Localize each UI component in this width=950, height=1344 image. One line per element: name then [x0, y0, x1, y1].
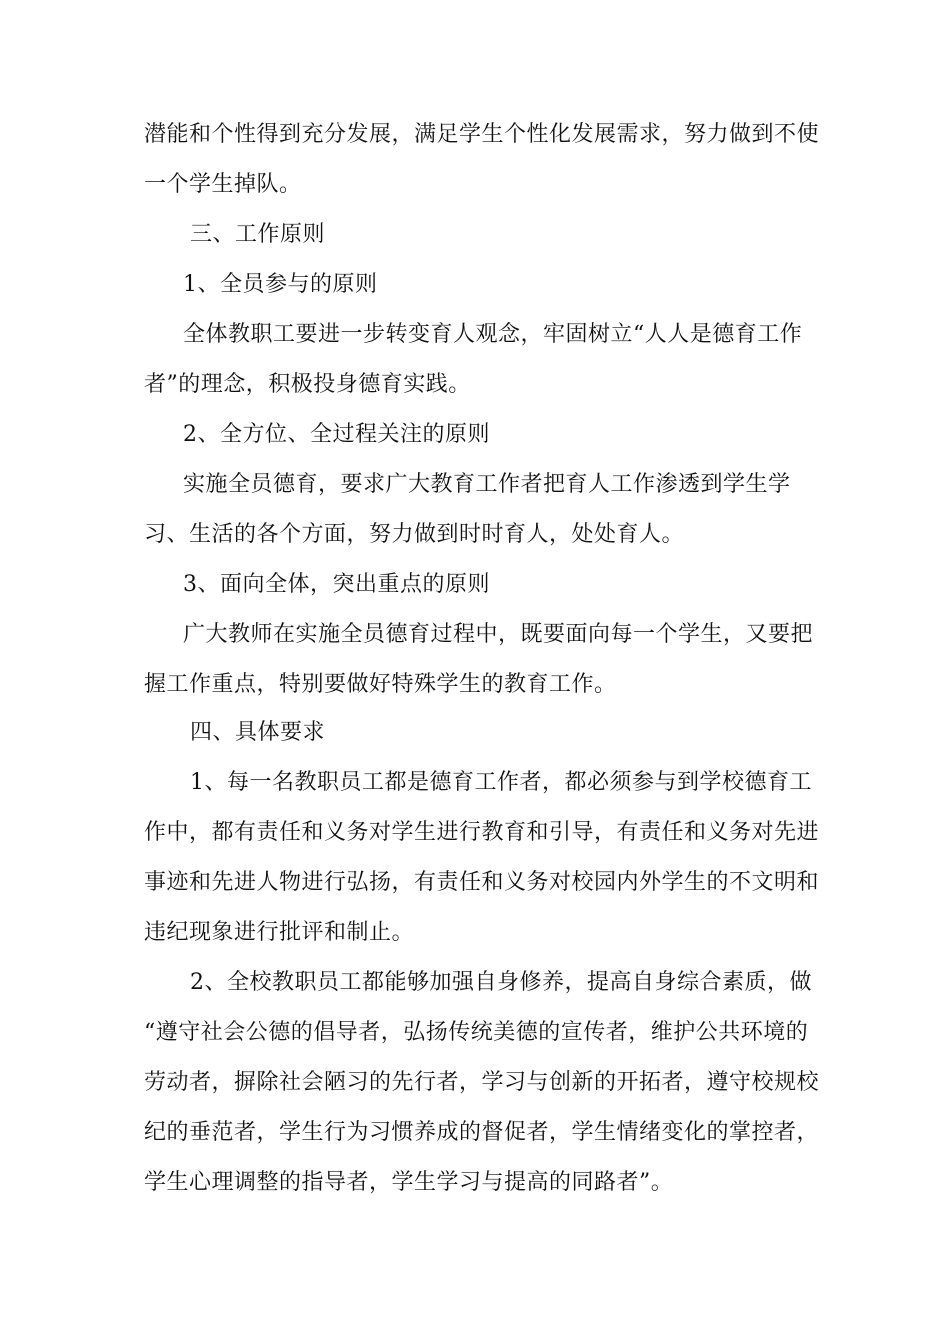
text-line: 作中，都有责任和义务对学生进行教育和引导，有责任和义务对先进	[144, 820, 820, 845]
text-line: 者”的理念，积极投身德育实践。	[144, 372, 471, 397]
subsection-heading: 2、全方位、全过程关注的原则	[183, 422, 490, 447]
text-line: 全体教职工要进一步转变育人观念，牢固树立“人人是德育工作	[183, 322, 803, 347]
text-line: “遵守社会公德的倡导者，弘扬传统美德的宣传者，维护公共环境的	[144, 1020, 809, 1045]
text-line: 学生心理调整的指导者，学生学习与提高的同路者”。	[144, 1170, 674, 1195]
text-line: 广大教师在实施全员德育过程中，既要面向每一个学生，又要把	[183, 622, 814, 647]
text-line: 2、全校教职员工都能够加强自身修养，提高自身综合素质，做	[190, 970, 812, 995]
text-line: 习、生活的各个方面，努力做到时时育人，处处育人。	[144, 522, 685, 547]
text-line: 劳动者，摒除社会陋习的先行者，学习与创新的开拓者，遵守校规校	[144, 1070, 820, 1095]
subsection-heading: 3、面向全体，突出重点的原则	[183, 572, 490, 597]
subsection-heading: 1、全员参与的原则	[183, 272, 378, 297]
text-line: 纪的垂范者，学生行为习惯养成的督促者，学生情绪变化的掌控者，	[144, 1120, 820, 1145]
text-line: 实施全员德育，要求广大教育工作者把育人工作渗透到学生学	[183, 472, 791, 497]
section-heading: 四、具体要求	[190, 720, 326, 745]
text-line: 1、每一名教职员工都是德育工作者，都必须参与到学校德育工	[190, 770, 812, 795]
section-heading: 三、工作原则	[190, 222, 326, 247]
text-line: 事迹和先进人物进行弘扬，有责任和义务对校园内外学生的不文明和	[144, 870, 820, 895]
text-line: 握工作重点，特别要做好特殊学生的教育工作。	[144, 672, 617, 697]
text-line: 潜能和个性得到充分发展，满足学生个性化发展需求，努力做到不使	[144, 122, 820, 147]
text-line: 违纪现象进行批评和制止。	[144, 920, 415, 945]
text-line: 一个学生掉队。	[144, 172, 302, 197]
